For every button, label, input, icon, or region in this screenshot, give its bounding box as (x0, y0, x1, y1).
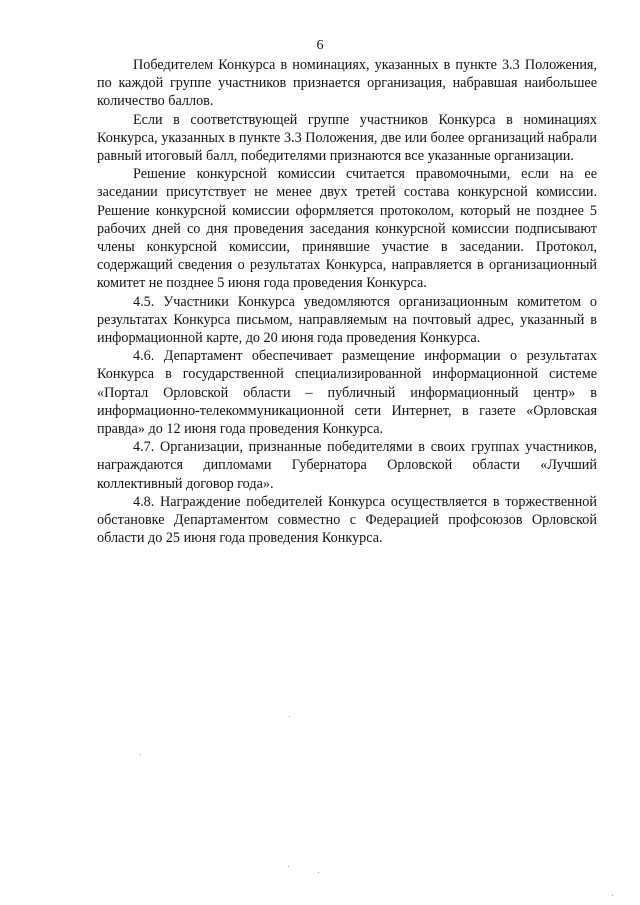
scan-speck (288, 866, 289, 867)
paragraph-4-8-awarding: 4.8. Награждение победителей Конкурса осуществляется в торжественной обстановке Департаментом совместно с Федерацией профсоюзов Орловской области до 25 июня года проведения Конкурса. (97, 493, 597, 547)
paragraph-4-5-notification: 4.5. Участники Конкурса уведомляются организационным комитетом о результатах Конкурса письмом, направляемым на почтовый адрес, указанный в информационной карте, до 20 июня года проведения Конкурса. (97, 293, 597, 347)
scan-speck (318, 872, 319, 873)
paragraph-commission-quorum: Решение конкурсной комиссии считается правомочными, если на ее заседании присутствует не менее двух третей состава конкурсной комиссии. Решение конкурсной комиссии оформляется протоколом, который не позднее 5 рабочих дней со дня проведения заседания конкурсной комиссии подписывают члены конкурсной комиссии, принявшие участие в заседании. Протокол, содержащий сведения о результатах Конкурса, направляется в организационный комитет не позднее 5 июня года проведения Конкурса. (97, 166, 597, 292)
scan-speck (289, 716, 290, 717)
scan-speck (140, 754, 141, 755)
paragraph-4-7-diplomas: 4.7. Организации, признанные победителями в своих группах участников, награждаются дипломами Губернатора Орловской области «Лучший коллективный договор года». (97, 439, 597, 492)
paragraph-tie-rule: Если в соответствующей группе участников Конкурса в номинациях Конкурса, указанных в пункте 3.3 Положения, две или более организаций набрали равный итоговый балл, победителями признаются все указанные организации. (97, 111, 597, 165)
page-number: 6 (316, 38, 324, 53)
paragraph-winner-definition: Победителем Конкурса в номинациях, указанных в пункте 3.3 Положения, по каждой группе участников признается организация, набравшая наибольшее количество баллов. (97, 57, 597, 110)
scan-speck (612, 895, 613, 896)
paragraph-4-6-publication: 4.6. Департамент обеспечивает размещение информации о результатах Конкурса в государственной специализированной информационной системе «Портал Орловской области – публичный информационный центр» в информационно-телекоммуникационной сети Интернет, в газете «Орловская правда» до 12 июня года проведения Конкурса. (97, 348, 597, 438)
document-body (97, 56, 597, 547)
